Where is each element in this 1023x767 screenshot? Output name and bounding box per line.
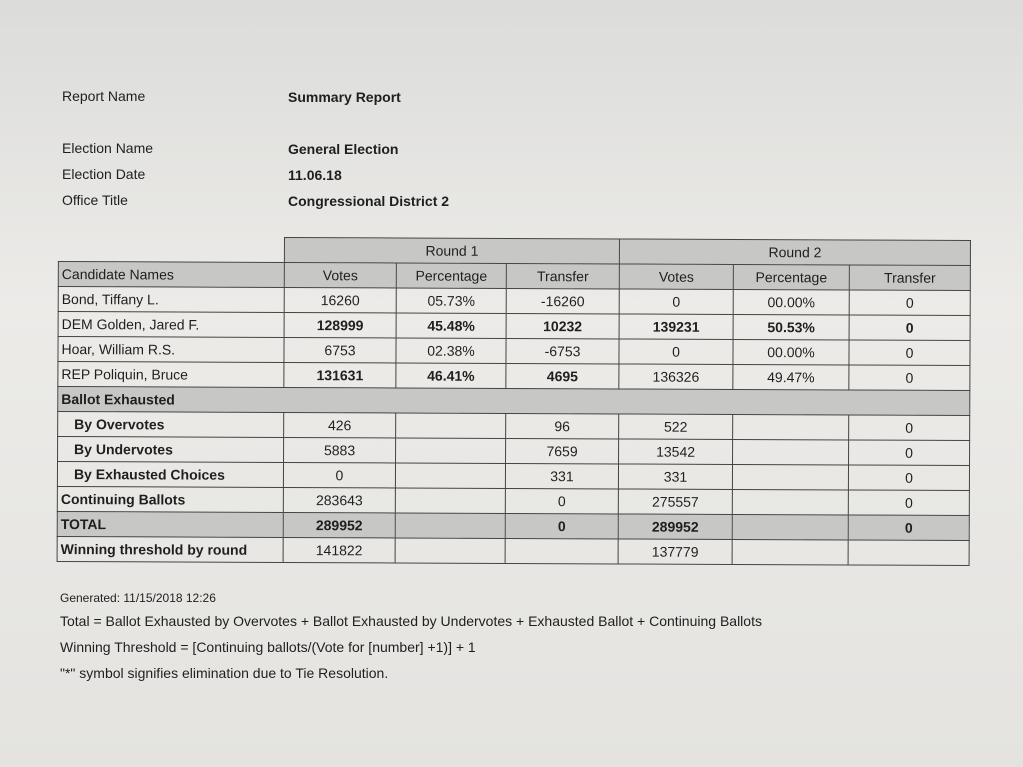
r1-transfer: -6753 — [506, 338, 619, 363]
r1-votes: 426 — [284, 412, 396, 437]
candidate-name: Hoar, William R.S. — [58, 337, 284, 363]
r2-transfer: 0 — [848, 490, 969, 516]
r2-transfer: 0 — [849, 365, 970, 391]
r1-threshold: 141822 — [283, 537, 395, 562]
threshold-label: Winning threshold by round — [57, 536, 283, 562]
ballot-exhausted-label: Ballot Exhausted — [58, 387, 970, 416]
election-name-value: General Election — [288, 141, 399, 157]
r1-votes: 128999 — [284, 312, 396, 337]
note-total-formula: Total = Ballot Exhausted by Overvotes + Ballot Exhausted by Undervotes + Exhausted Ballot + Continuing Ballots — [60, 613, 762, 629]
r2-transfer: 0 — [849, 290, 970, 316]
r1-votes: 289952 — [283, 512, 395, 537]
r2-votes: 0 — [619, 289, 733, 314]
r2-votes: 289952 — [618, 514, 732, 539]
r1-transfer: 4695 — [506, 363, 619, 388]
r1-votes: 5883 — [284, 437, 396, 462]
election-date-label: Election Date — [62, 166, 146, 182]
r1-percentage: 46.41% — [396, 363, 506, 388]
r2-percentage-empty — [732, 489, 848, 515]
r2-percentage: 00.00% — [733, 339, 849, 365]
r2-transfer: 0 — [849, 315, 970, 341]
candidate-name: DEM Golden, Jared F. — [58, 312, 284, 338]
r2-transfer-empty — [848, 540, 969, 566]
r1-votes: 0 — [283, 462, 395, 487]
r1-percentage-empty — [395, 538, 505, 563]
r2-percentage: 50.53% — [733, 314, 849, 340]
r2-votes: 136326 — [619, 364, 733, 389]
candidate-name: Bond, Tiffany L. — [58, 287, 284, 313]
col-r1-transfer: Transfer — [506, 263, 619, 288]
r2-percentage-empty — [733, 414, 849, 440]
corner-cell — [58, 237, 284, 263]
total-label: TOTAL — [57, 511, 283, 537]
candidate-name: REP Poliquin, Bruce — [58, 362, 284, 388]
continuing-label: Continuing Ballots — [57, 486, 283, 512]
r1-transfer-empty — [505, 538, 618, 563]
note-tie-symbol: "*" symbol signifies elimination due to Tie Resolution. — [60, 665, 389, 681]
election-date-value: 11.06.18 — [288, 167, 342, 183]
r1-percentage-empty — [395, 513, 505, 538]
r2-votes: 522 — [619, 414, 733, 439]
r1-percentage-empty — [396, 438, 506, 463]
r2-percentage: 49.47% — [733, 364, 849, 390]
r2-transfer: 0 — [849, 340, 970, 366]
col-r2-percentage: Percentage — [733, 264, 849, 290]
r1-transfer: 96 — [506, 413, 619, 438]
generated-timestamp: Generated: 11/15/2018 12:26 — [60, 591, 216, 605]
office-title-label: Office Title — [62, 192, 128, 208]
exhausted-name: By Exhausted Choices — [57, 462, 283, 488]
r1-transfer: 0 — [505, 513, 618, 538]
r1-percentage-empty — [396, 413, 506, 438]
r1-percentage: 02.38% — [396, 338, 506, 363]
report-name-value: Summary Report — [288, 89, 401, 105]
exhausted-name: By Overvotes — [58, 412, 284, 438]
r2-percentage-empty — [732, 514, 848, 540]
r2-percentage-empty — [733, 439, 849, 465]
note-threshold-formula: Winning Threshold = [Continuing ballots/(Vote for [number] +1)] + 1 — [60, 639, 476, 655]
r1-votes: 131631 — [284, 362, 396, 387]
r2-transfer: 0 — [848, 465, 969, 491]
report-name-label: Report Name — [62, 88, 146, 104]
winning-threshold-row — [57, 536, 969, 565]
r1-votes: 16260 — [284, 287, 396, 312]
r1-transfer: 7659 — [506, 438, 619, 463]
r2-percentage: 00.00% — [733, 289, 849, 315]
col-r2-transfer: Transfer — [849, 265, 970, 291]
r2-votes: 13542 — [619, 439, 733, 464]
r2-votes: 275557 — [618, 489, 732, 514]
r1-votes: 6753 — [284, 337, 396, 362]
r2-votes: 0 — [619, 339, 733, 364]
r2-threshold: 137779 — [618, 539, 732, 564]
round2-header: Round 2 — [619, 239, 970, 266]
election-name-label: Election Name — [62, 140, 154, 156]
col-r2-votes: Votes — [619, 264, 733, 289]
r2-votes: 139231 — [619, 314, 733, 339]
r1-percentage-empty — [395, 488, 505, 513]
r1-transfer: 331 — [505, 463, 618, 488]
r1-percentage-empty — [395, 463, 505, 488]
r2-percentage-empty — [732, 464, 848, 490]
r2-transfer: 0 — [848, 515, 969, 541]
office-title-value: Congressional District 2 — [288, 193, 450, 209]
r1-percentage: 05.73% — [396, 288, 506, 313]
r1-transfer: -16260 — [506, 288, 619, 313]
exhausted-name: By Undervotes — [58, 437, 284, 463]
r2-transfer: 0 — [849, 440, 970, 466]
col-r1-percentage: Percentage — [396, 263, 506, 288]
r2-percentage-empty — [732, 539, 848, 565]
r2-votes: 331 — [618, 464, 732, 489]
round1-header: Round 1 — [284, 237, 619, 263]
r1-percentage: 45.48% — [396, 313, 506, 338]
col-r1-votes: Votes — [284, 262, 396, 287]
col-candidate-names: Candidate Names — [58, 262, 284, 288]
r2-transfer: 0 — [849, 415, 970, 441]
r1-transfer: 10232 — [506, 313, 619, 338]
r1-votes: 283643 — [283, 487, 395, 512]
results-table — [57, 236, 971, 566]
r1-transfer: 0 — [505, 488, 618, 513]
